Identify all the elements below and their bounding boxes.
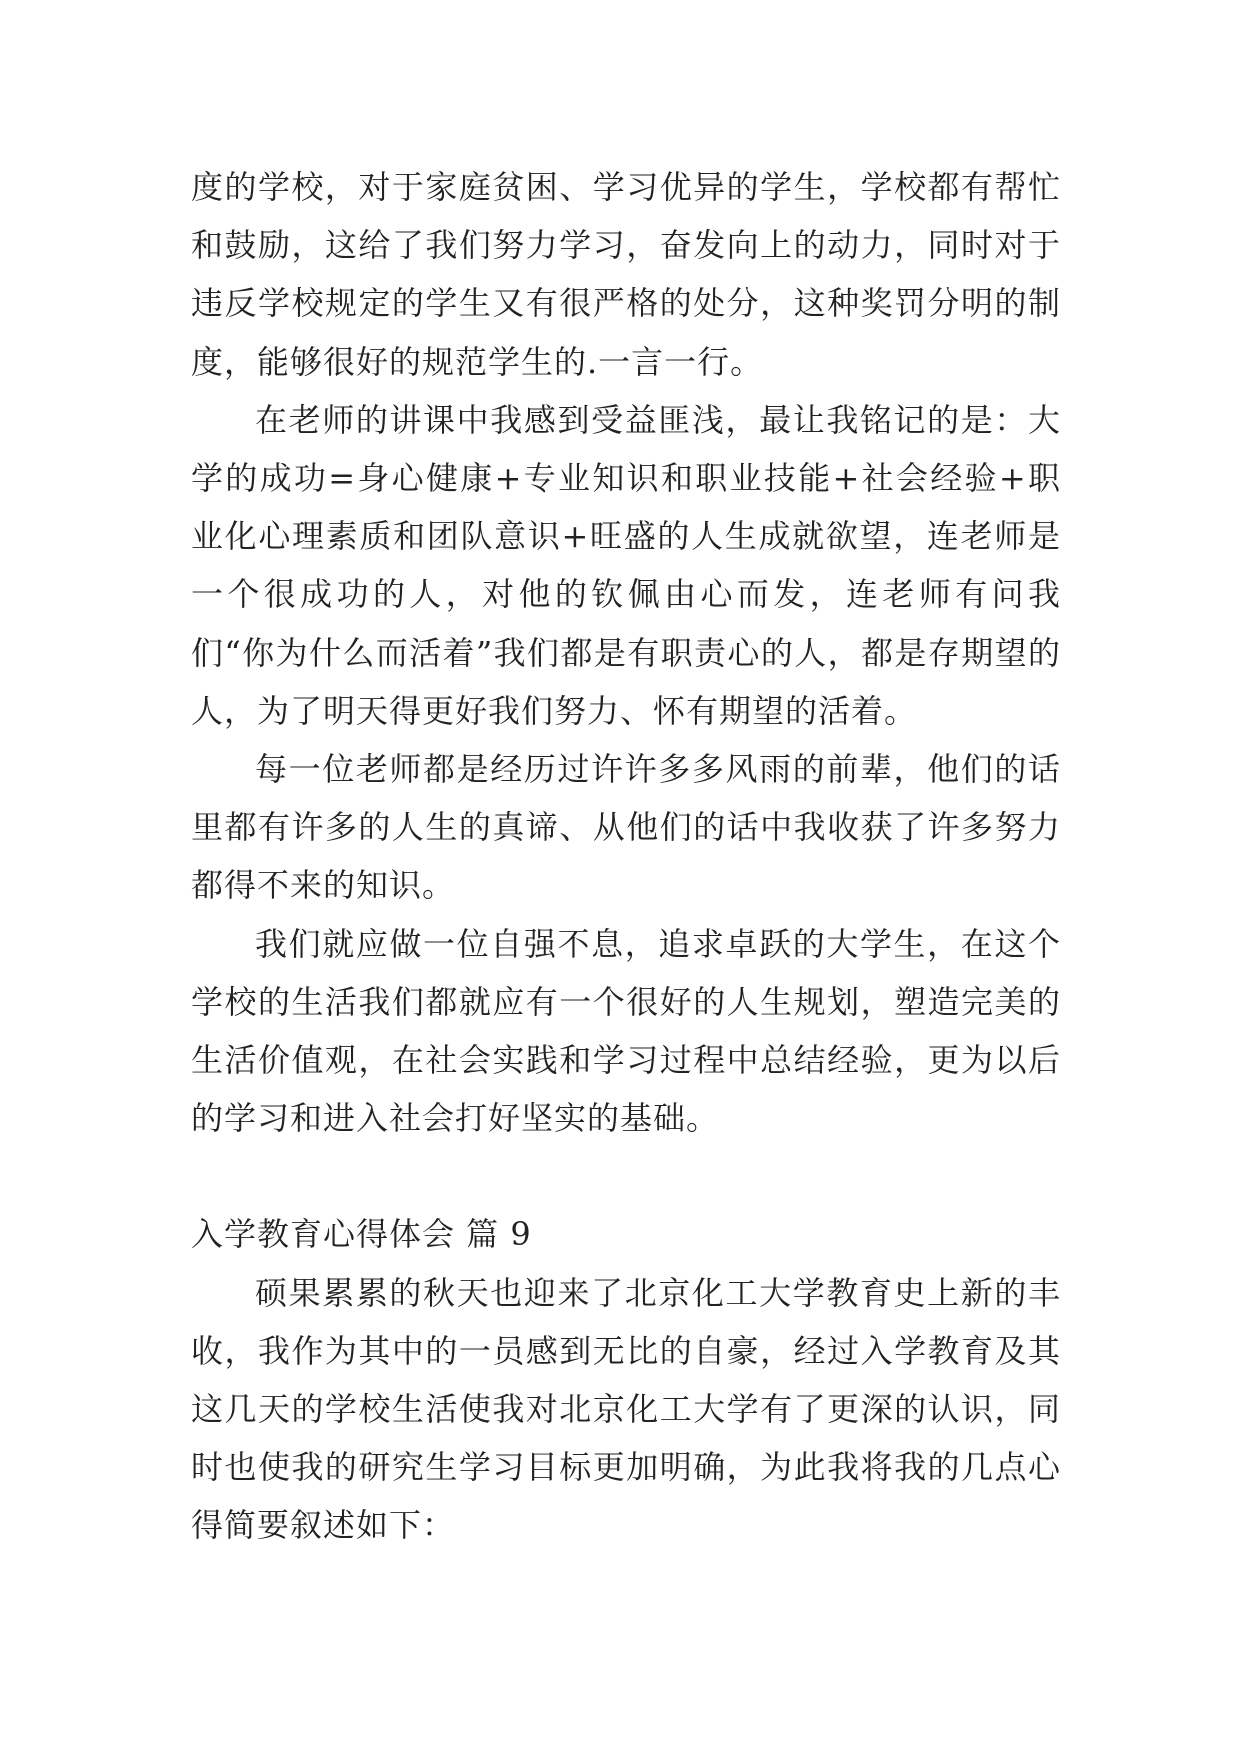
paragraph-student-goals: 我们就应做一位自强不息，追求卓跃的大学生，在这个学校的生活我们都就应有一个很好的人生规划，塑造完美的生活价值观，在社会实践和学习过程中总结经验，更为以后的学习和进入社会打好坚实的基础。 (191, 924, 1061, 1138)
paragraph-continuation: 度的学校，对于家庭贫困、学习优异的学生，学校都有帮忙和鼓励，这给了我们努力学习，奋发向上的动力，同时对于违反学校规定的学生又有很严格的处分，这种奖罚分明的制度，能够很好的规范学生的.一言一行。 (191, 168, 1061, 381)
paragraph-teachers-wisdom: 每一位老师都是经历过许许多多风雨的前辈，他们的话里都有许多的人生的真谛、从他们的话中我收获了许多努力都得不来的知识。 (191, 750, 1061, 905)
section-title: 入学教育心得体会 篇 9 (191, 1215, 532, 1254)
paragraph-section-9-intro: 硕果累累的秋天也迎来了北京化工大学教育史上新的丰收，我作为其中的一员感到无比的自豪，经过入学教育及其这几天的学校生活使我对北京化工大学有了更深的认识，同时也使我的研究生学习目标更加明确，为此我将我的几点心得简要叙述如下： (191, 1273, 1061, 1545)
paragraph-teacher-lecture: 在老师的讲课中我感到受益匪浅，最让我铭记的是：大学的成功=身心健康+专业知识和职业技能+社会经验+职业化心理素质和团队意识+旺盛的人生成就欲望，连老师是一个很成功的人，对他的钦佩由心而发，连老师有问我们“你为什么而活着”我们都是有职责心的人，都是存期望的人，为了明天得更好我们努力、怀有期望的活着。 (191, 400, 1061, 730)
document-body (191, 158, 1061, 1555)
